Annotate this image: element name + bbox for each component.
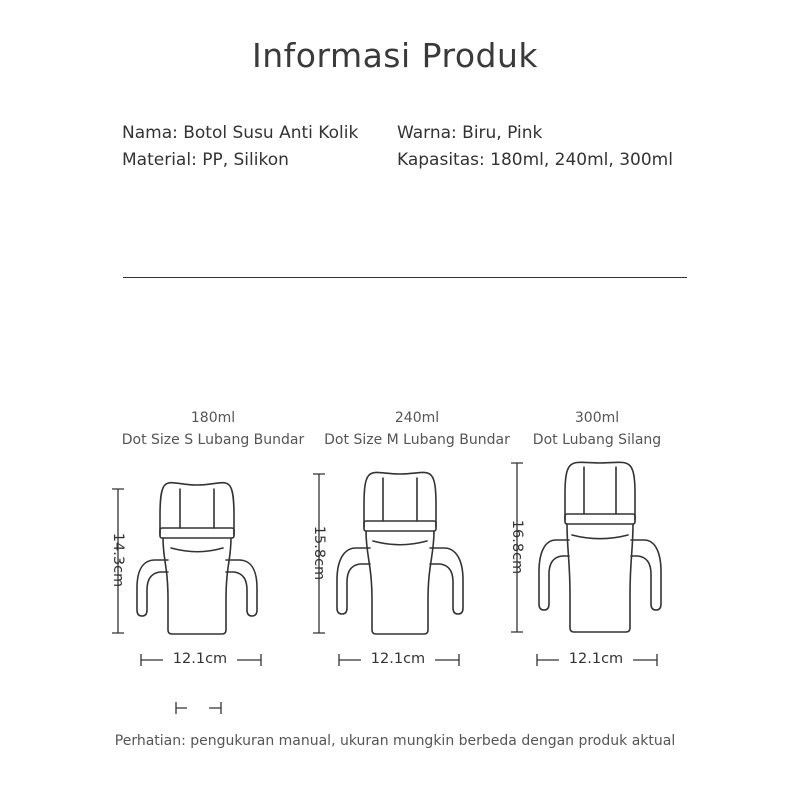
dimension-lines bbox=[112, 463, 657, 714]
bottle-3-outline bbox=[539, 462, 661, 632]
product-name: Nama: Botol Susu Anti Kolik bbox=[122, 123, 359, 143]
bottle-1-outline bbox=[137, 483, 257, 634]
bottle-1-width: 12.1cm bbox=[172, 651, 228, 667]
bottle-2-width: 12.1cm bbox=[370, 651, 426, 667]
bottle-3-nipple: Dot Lubang Silang bbox=[532, 432, 662, 448]
product-color: Warna: Biru, Pink bbox=[397, 123, 543, 143]
product-capacity: Kapasitas: 180ml, 240ml, 300ml bbox=[397, 150, 673, 170]
bottle-3-volume: 300ml bbox=[574, 410, 620, 426]
bottle-2-outline bbox=[337, 472, 463, 634]
bottle-2-height: 15.8cm bbox=[311, 525, 327, 581]
disclaimer-note: Perhatian: pengukuran manual, ukuran mungkin berbeda dengan produk aktual bbox=[114, 733, 676, 749]
bottle-1-nipple: Dot Size S Lubang Bundar bbox=[121, 432, 305, 448]
bottle-1-height: 14.3cm bbox=[110, 532, 126, 588]
bottle-3-height: 16.8cm bbox=[509, 519, 525, 575]
product-material: Material: PP, Silikon bbox=[122, 150, 289, 170]
bottle-2-nipple: Dot Size M Lubang Bundar bbox=[324, 432, 510, 448]
bottle-3-width: 12.1cm bbox=[568, 651, 624, 667]
bottle-1-volume: 180ml bbox=[190, 410, 236, 426]
page-title: Informasi Produk bbox=[252, 36, 538, 75]
bottle-2-volume: 240ml bbox=[394, 410, 440, 426]
